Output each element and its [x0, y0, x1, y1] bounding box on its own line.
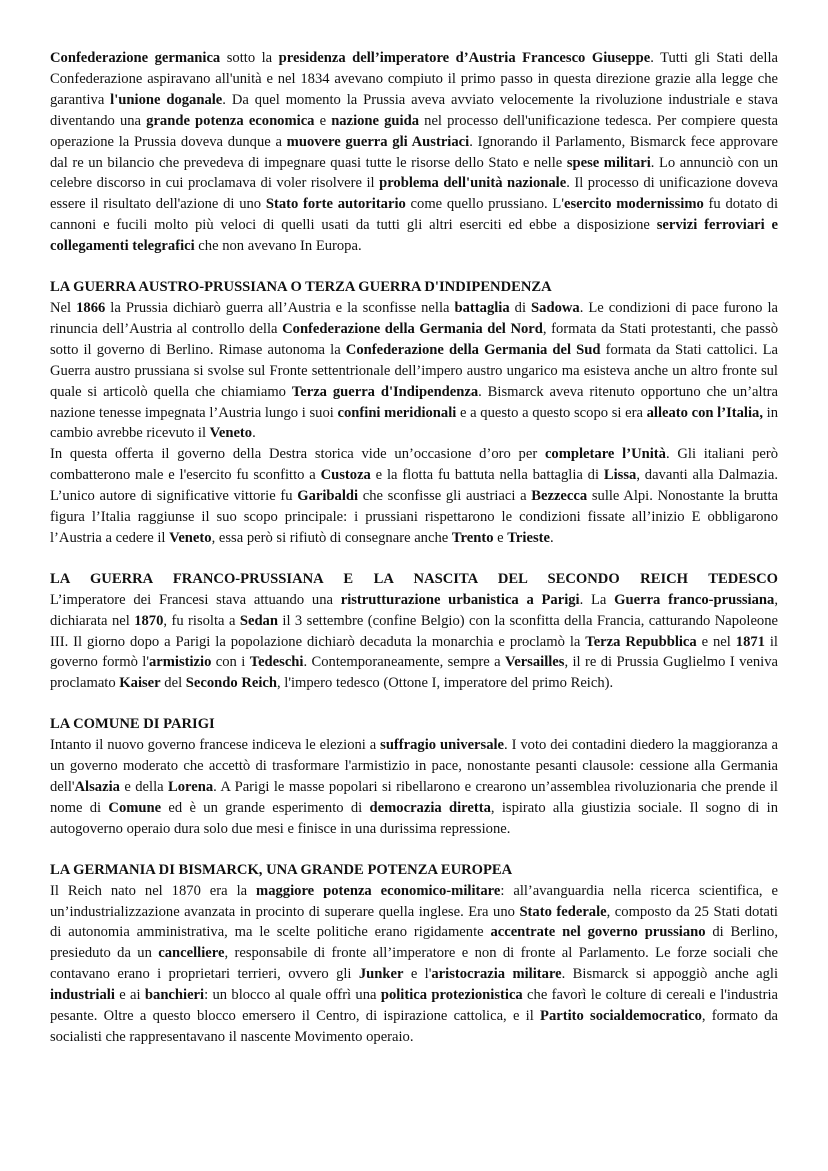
paragraph — [50, 590, 778, 695]
text-run: e a questo a questo scopo si era — [456, 404, 647, 421]
text-run: che sconfisse gli austriaci a — [358, 488, 532, 505]
text-run: . Bismarck aveva ritenuto opportuno che un’altra nazione tenesse impegnata l’Austria lungo i suoi — [50, 383, 778, 421]
text-run: , il re di Prussia Guglielmo I veniva proclamato — [50, 654, 778, 692]
text-run: , composto da 25 Stati dotati di autonomia amministrativa, ma le scelte politiche erano rigidamente — [50, 903, 778, 941]
text-run: Nel — [50, 299, 77, 316]
text-run: fu dotato di cannoni e fucili molto più veloci di quelli usati da tutti gli altri eserciti ed ebbe a disposizione — [50, 196, 779, 234]
bold-text: Kaiser — [119, 675, 161, 692]
text-run: , responsabile di fronte all’imperatore e non di fronte al Parlamento. Le forze sociali che contavano erano i proprietari terrieri, ovvero gli — [50, 945, 778, 983]
bold-text: battaglia — [454, 299, 510, 316]
bold-text: l'unione doganale — [110, 91, 223, 108]
section-heading: LA GERMANIA DI BISMARCK, UNA GRANDE POTENZA EUROPEA — [50, 861, 513, 878]
text-run: e la flotta fu battuta nella battaglia di — [370, 467, 604, 484]
bold-text: Tedeschi — [249, 654, 304, 671]
bold-text: aristocrazia militare — [431, 966, 562, 983]
bold-text: alleato con l’Italia, — [646, 404, 763, 421]
text-run: ed è un grande esperimento di — [161, 799, 370, 816]
text-run: , ispirato alla giustizia sociale. Il sogno di in autogoverno operaio dura solo due mesi e finisce in una durissima repressione. — [50, 799, 778, 837]
paragraph — [50, 881, 778, 1048]
text-run: di Berlino, presieduto da un — [50, 924, 778, 962]
bold-text: Lissa — [603, 467, 637, 484]
section-intro — [50, 48, 778, 257]
text-run: L’imperatore dei Francesi stava attuando una — [50, 591, 341, 608]
section-heading: LA GUERRA FRANCO-PRUSSIANA E LA NASCITA DEL SECONDO REICH TEDESCO — [50, 570, 778, 587]
bold-text: Lorena — [168, 779, 214, 795]
bold-text: nazione guida — [331, 112, 420, 129]
text-run: con i — [211, 654, 250, 671]
bold-text: Secondo Reich — [185, 675, 277, 692]
bold-text: Partito socialdemocratico — [540, 1008, 702, 1025]
bold-text: Stato forte autoritario — [265, 196, 406, 213]
text-run: , essa però si rifiutò di consegnare anche — [211, 529, 452, 546]
bold-text: Terza Repubblica — [585, 633, 697, 650]
bold-text: confini meridionali — [337, 404, 457, 421]
text-run: , dichiarata nel — [50, 591, 778, 629]
bold-text: Veneto — [169, 529, 212, 546]
bold-text: 1866 — [76, 299, 106, 316]
section-austro-prussian-war — [50, 277, 778, 549]
bold-text: Confederazione germanica — [50, 50, 221, 66]
bold-text: Trento — [451, 529, 494, 546]
text-run: sotto la — [220, 50, 279, 66]
bold-text: presidenza dell’imperatore d’Austria Francesco Giuseppe — [278, 50, 651, 66]
bold-text: politica protezionistica — [380, 987, 523, 1004]
text-run: il 3 settembre (confine Belgio) con la sconfitta della Francia, catturando Napoleone III. Il giorno dopo a Parigi la popolazione dichiarò decaduta la monarchia e proclamò la — [50, 612, 778, 650]
text-run: . Bismarck si appoggiò anche agli — [561, 966, 778, 983]
bold-text: Garibaldi — [297, 488, 359, 505]
bold-text: Versailles — [505, 654, 565, 671]
text-run: , fu risolta a — [163, 612, 240, 629]
bold-text: suffragio universale — [380, 737, 505, 754]
text-run: come quello prussiano. L' — [405, 196, 564, 213]
bold-text: 1870 — [134, 612, 164, 629]
text-run: e nel — [696, 633, 736, 650]
text-run: e — [493, 529, 508, 546]
text-run: che favorì le colture di cereali e l'industria pesante. Oltre a questo blocco emersero il Centro, di ispirazione cattolica, e il — [50, 987, 778, 1025]
text-run: Intanto il nuovo governo francese indiceva le elezioni a — [50, 737, 381, 754]
text-run: In questa offerta il governo della Destra storica vide un’occasione d’oro per — [50, 446, 545, 463]
text-run: il governo formò l' — [50, 633, 778, 671]
bold-text: esercito modernissimo — [563, 196, 704, 213]
paragraph — [50, 735, 778, 840]
text-run: formata da Stati cattolici. La Guerra austro prussiana si svolse sul Fronte settentrionale dell’impero austro ungarico ma esisteva anche un altro fronte sul quale si articolò quella che chiamiamo — [50, 341, 778, 400]
bold-text: spese militari — [566, 154, 651, 171]
text-run: . Tutti gli Stati della Confederazione aspiravano all'unità e nel 1834 avevano compiuto il primo passo in questa direzione grazie alla legge che garantiva — [50, 50, 778, 108]
bold-text: ristrutturazione urbanistica a Parigi — [340, 591, 580, 608]
bold-text: Sadowa — [531, 299, 580, 316]
text-run: : un blocco al quale offrì una — [204, 987, 381, 1004]
text-run: , davanti alla Dalmazia. L’unico autore di significative vittorie fu — [50, 467, 778, 505]
text-run: e — [314, 112, 332, 129]
bold-text: Stato federale — [519, 903, 607, 920]
paragraph — [50, 298, 778, 444]
text-run: , l'impero tedesco (Ottone I, imperatore del primo Reich). — [277, 675, 614, 692]
bold-text: servizi ferroviari e collegamenti telegrafici — [50, 217, 778, 255]
text-run: in cambio avrebbe ricevuto il — [50, 404, 779, 442]
bold-text: Junker — [358, 966, 404, 983]
section-heading: LA COMUNE DI PARIGI — [50, 716, 215, 733]
bold-text: Custoza — [320, 467, 371, 484]
text-run: . — [549, 529, 554, 546]
section-franco-prussian-war — [50, 569, 778, 694]
bold-text: Bezzecca — [531, 488, 588, 505]
text-run: . Le condizioni di pace furono la rinuncia dell’Austria al controllo della — [50, 299, 778, 337]
bold-text: 1871 — [735, 633, 765, 650]
text-run: Il Reich nato nel 1870 era la — [50, 882, 257, 899]
text-run: . Il processo di unificazione doveva essere il risultato dell'azione di uno — [50, 175, 778, 213]
bold-text: Confederazione della Germania del Nord — [282, 320, 543, 337]
text-run: . Contemporaneamente, sempre a — [303, 654, 506, 671]
text-run: . I voto dei contadini diedero la maggioranza a un governo moderato che accettò di trasformare l'armistizio in pace, nonostante pesanti clausole: cessione alla Germania dell' — [50, 737, 778, 795]
bold-text: accentrate nel governo prussiano — [490, 924, 706, 941]
bold-text: industriali — [50, 987, 115, 1004]
text-run: e della — [119, 779, 169, 795]
text-run: la Prussia dichiarò guerra all’Austria e la sconfisse nella — [105, 299, 455, 316]
text-run: . A Parigi le masse popolari si ribellarono e crearono un’assemblea rivoluzionaria che prende il nome di — [50, 779, 778, 816]
text-run: . Ignorando il Parlamento, Bismarck fece approvare dal re un bilancio che prevedeva di impegnare quasi tutte le risorse dello Stato e nelle — [50, 133, 778, 171]
bold-text: maggiore potenza economico-militare — [256, 882, 501, 899]
section-bismarck-germany — [50, 860, 778, 1048]
paragraph — [50, 444, 778, 549]
bold-text: Guerra franco-prussiana — [614, 591, 775, 608]
text-run: . La — [579, 591, 615, 608]
text-run: nel processo dell'unificazione tedesca. Per compiere questa operazione la Prussia doveva dunque a — [50, 112, 778, 150]
bold-text: muovere guerra gli Austriaci — [286, 133, 470, 150]
text-run: . — [252, 425, 256, 442]
bold-text: cancelliere — [158, 945, 225, 962]
text-run: . Da quel momento la Prussia aveva avviato velocemente la rivoluzione industriale e stava diventando una — [50, 91, 779, 129]
bold-text: Alsazia — [74, 779, 120, 795]
bold-text: Terza guerra d'Indipendenza — [291, 383, 479, 400]
section-paris-commune — [50, 714, 778, 839]
bold-text: Confederazione della Germania del Sud — [345, 341, 601, 358]
bold-text: armistizio — [148, 654, 212, 671]
text-run: e l' — [403, 966, 432, 983]
bold-text: Comune — [108, 799, 162, 816]
bold-text: grande potenza economica — [146, 112, 315, 129]
section-heading: LA GUERRA AUSTRO-PRUSSIANA O TERZA GUERRA D'INDIPENDENZA — [50, 279, 552, 296]
text-run: sulle Alpi. Nonostante la brutta figura l’Italia raggiunse il suo scopo principale: i prussiani rispettarono le condizioni fissate all’inizio E obbligarono l’Austria a cedere il — [50, 488, 778, 546]
text-run: : all’avanguardia nella ricerca scientifica, e un’industrializzazione avanzata in procinto di superare quella inglese. Era uno — [50, 882, 778, 920]
bold-text: democrazia diretta — [369, 799, 491, 816]
paragraph — [50, 48, 778, 257]
text-run: che non avevano In Europa. — [194, 238, 362, 255]
text-run: del — [160, 675, 186, 692]
text-run: di — [509, 299, 532, 316]
bold-text: Trieste — [507, 529, 550, 546]
text-run: , formata da Stati protestanti, che passò sotto il governo di Berlino. Rimase autonoma la — [50, 320, 779, 358]
bold-text: Veneto — [209, 425, 253, 442]
bold-text: banchieri — [144, 987, 205, 1004]
text-run: . Gli italiani però combatterono male e l'esercito fu sconfitto a — [50, 446, 779, 484]
bold-text: problema dell'unità nazionale — [379, 175, 567, 192]
text-run: . Lo annunciò con un celebre discorso in cui proclamava di voler risolvere il — [50, 154, 778, 192]
text-run: e ai — [114, 987, 145, 1004]
text-run: , formato da socialisti che rappresentavano il nascente Movimento operaio. — [50, 1008, 778, 1045]
bold-text: Sedan — [239, 612, 278, 629]
bold-text: completare l’Unità — [544, 446, 666, 463]
